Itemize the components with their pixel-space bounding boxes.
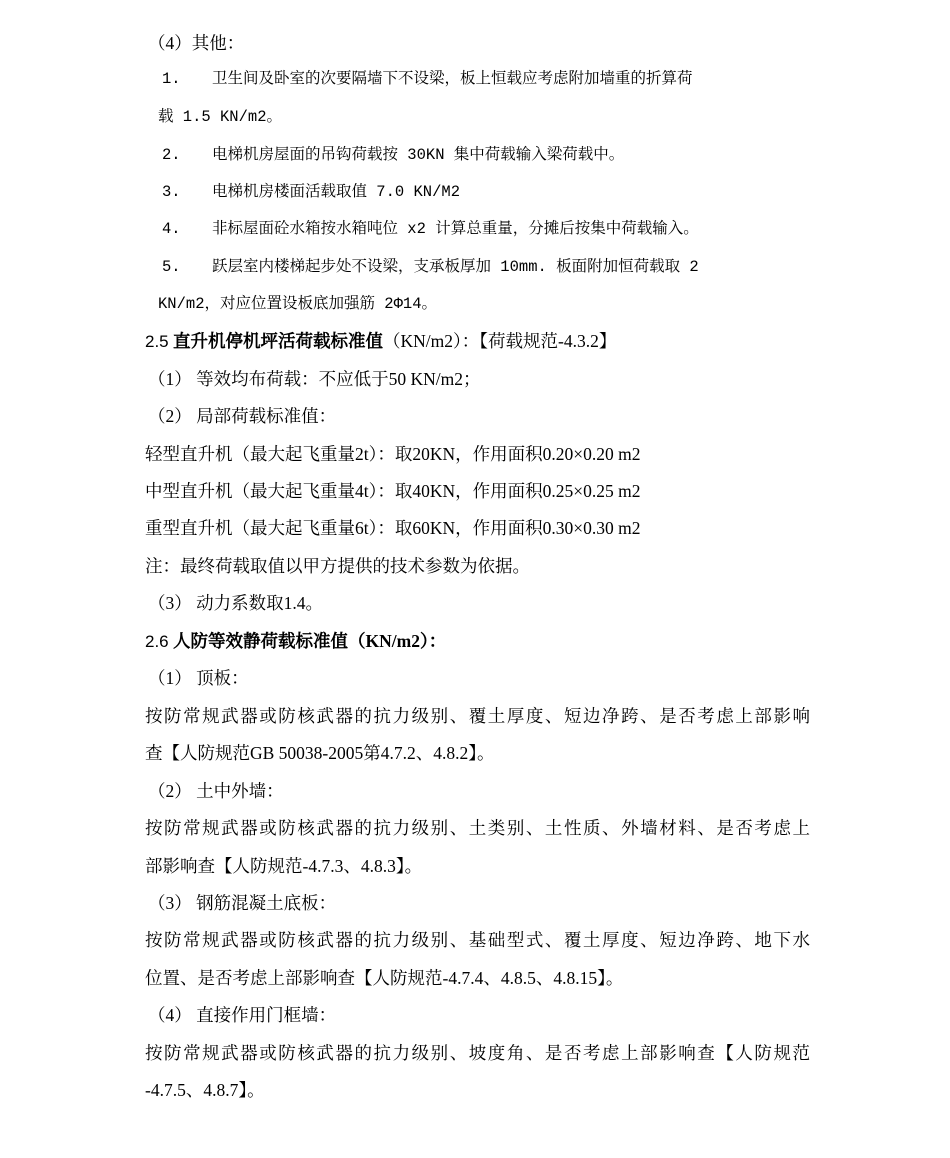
- roof-slab-text-2: 查【人防规范GB 50038-2005第4.7.2、4.8.2】。: [145, 743, 495, 763]
- section-2-6-heading: [145, 629, 446, 654]
- base-slab-title: （3） 钢筋混凝土底板：: [148, 893, 337, 913]
- door-frame-wall-text-2: -4.7.5、4.8.7】。: [145, 1080, 265, 1100]
- section-2-6-number: 2.6: [145, 632, 169, 651]
- other-item-5-num: 5.: [162, 258, 181, 276]
- other-item-5-cont: KN/m2，对应位置设板底加强筋 2Φ14。: [158, 295, 438, 313]
- other-item-3-text: 电梯机房楼面活载取值 7.0 KN/M2: [212, 183, 461, 201]
- section-2-5-number: 2.5: [145, 332, 169, 351]
- other-item-1-cont: 载 1.5 KN/m2。: [158, 108, 283, 126]
- heavy-helicopter-line: 重型直升机（最大起飞重量6t）：取60KN，作用面积0.30×0.30 m2: [145, 518, 641, 538]
- other-item-2-num: 2.: [162, 146, 181, 164]
- section-2-5-p2: （2） 局部荷载标准值：: [148, 406, 337, 426]
- other-item-4-text: 非标屋面砼水箱按水箱吨位 x2 计算总重量，分摊后按集中荷载输入。: [212, 220, 699, 238]
- other-item-3-num: 3.: [162, 183, 181, 201]
- other-item-5-text: 跃层室内楼梯起步处不设梁，支承板厚加 10mm. 板面附加恒荷载取 2: [212, 258, 699, 276]
- exterior-wall-title: （2） 土中外墙：: [148, 781, 284, 801]
- base-slab-text-2: 位置、是否考虑上部影响查【人防规范-4.7.4、4.8.5、4.8.15】。: [145, 968, 624, 988]
- door-frame-wall-title: （4） 直接作用门框墙：: [148, 1005, 337, 1025]
- other-item-1-num: 1.: [162, 70, 181, 88]
- light-helicopter-line: 轻型直升机（最大起飞重量2t）：取20KN，作用面积0.20×0.20 m2: [145, 444, 641, 464]
- door-frame-wall-text-1: 按防常规武器或防核武器的抗力级别、坡度角、是否考虑上部影响查【人防规范: [145, 1043, 810, 1063]
- roof-slab-text-1: 按防常规武器或防核武器的抗力级别、覆土厚度、短边净跨、是否考虑上部影响: [145, 706, 810, 726]
- other-item-2-text: 电梯机房屋面的吊钩荷载按 30KN 集中荷载输入梁荷载中。: [212, 146, 625, 164]
- section-2-5-title: 直升机停机坪活荷载标准值: [173, 331, 384, 351]
- other-item-1-text: 卫生间及卧室的次要隔墙下不设梁，板上恒载应考虑附加墙重的折算荷: [212, 70, 693, 88]
- medium-helicopter-line: 中型直升机（最大起飞重量4t）：取40KN，作用面积0.25×0.25 m2: [145, 481, 641, 501]
- other-item-4-num: 4.: [162, 220, 181, 238]
- section-2-5-p3: （3） 动力系数取1.4。: [148, 593, 323, 613]
- exterior-wall-text-1: 按防常规武器或防核武器的抗力级别、土类别、土性质、外墙材料、是否考虑上: [145, 818, 810, 838]
- section-2-5-note: 注：最终荷载取值以甲方提供的技术参数为依据。: [145, 556, 530, 576]
- section-2-5-heading: [145, 329, 616, 354]
- other-title: （4）其他：: [148, 33, 245, 53]
- roof-slab-title: （1） 顶板：: [148, 668, 249, 688]
- section-2-5-p1: （1） 等效均布荷载：不应低于50 KN/m2；: [148, 369, 481, 389]
- base-slab-text-1: 按防常规武器或防核武器的抗力级别、基础型式、覆土厚度、短边净跨、地下水: [145, 930, 810, 950]
- section-2-5-suffix: （KN/m2）：【荷载规范-4.3.2】: [383, 331, 617, 351]
- section-2-6-title: 人防等效静荷载标准值（KN/m2）：: [173, 631, 447, 651]
- exterior-wall-text-2: 部影响查【人防规范-4.7.3、4.8.3】。: [145, 856, 423, 876]
